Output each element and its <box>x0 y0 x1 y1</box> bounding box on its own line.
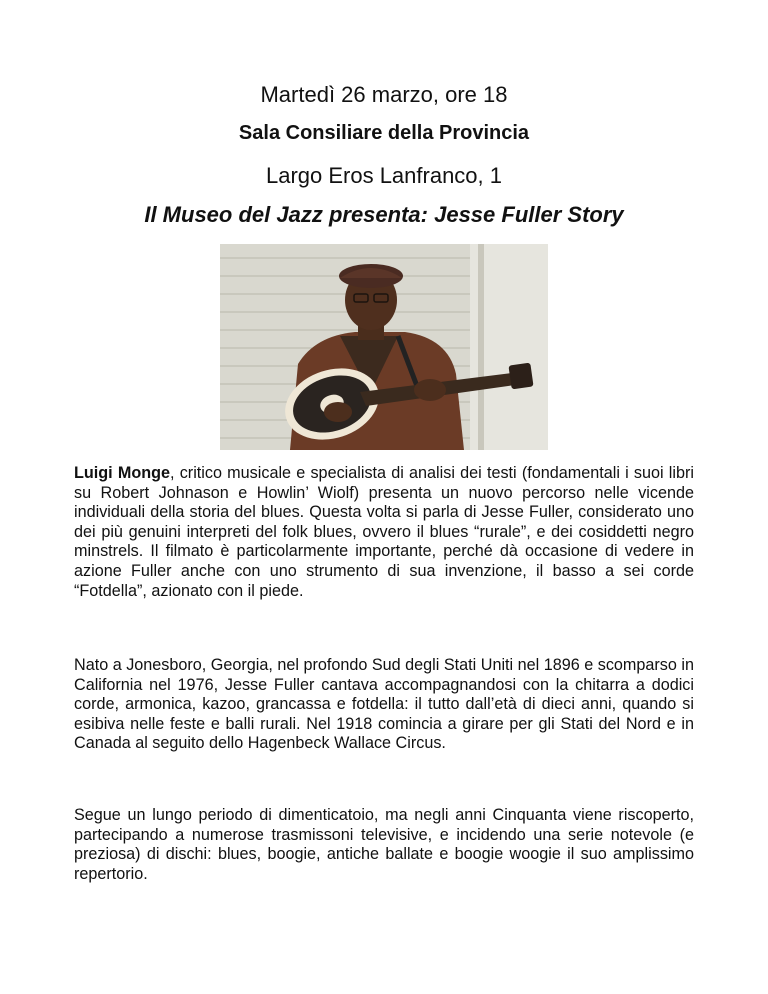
paragraph-biography: Nato a Jonesboro, Georgia, nel profondo Sud degli Stati Uniti nel 1896 e scomparso in California nel 1976, Jesse Fuller cantava accompagnandosi con la chitarra a dodici corde, armonica, kazoo, grancassa e fotdella: il tutto dall’età di dieci anni, quando si esibiva nelle feste e balli rurali. Nel 1918 comincia a girare per gli Stati del Nord e in Canada al seguito dello Hagenbeck Wallace Circus. <box>74 656 695 753</box>
event-venue: Sala Consiliare della Provincia <box>238 122 530 144</box>
paragraph-rediscovery: Segue un lungo periodo di dimenticatoio, ma negli anni Cinquanta viene riscoperto, partecipando a numerose trasmissoni televisive, e incidendo una serie notevole (e preziosa) di dischi: blues, boogie, antiche ballate e boogie woogie il suo amplissimo repertorio. <box>74 806 694 883</box>
event-address: Largo Eros Lanfranco, 1 <box>265 163 503 188</box>
event-date: Martedì 26 marzo, ore 18 <box>260 82 508 107</box>
paragraph-intro-text: , critico musicale e specialista di analisi dei testi (fondamentali i suoi libri su Robert Johnason e Howlin’ Wiolf) presenta un nuovo percorso nelle vicende individuali della storia del blues. Questa volta si parla di Jesse Fuller, considerato uno dei più genuini interpreti del folk blues, ovvero il blues “rurale”, e dei cosiddetti negro minstrels. Il filmato è particolarmente importante, perché dà occasione di vedere in azione Fuller anche con uno strumento di sua invenzione, il basso a sei corde “Fotdella”, azionato con il piede. <box>74 464 694 600</box>
event-title: Il Museo del Jazz presenta: Jesse Fuller Story <box>144 202 624 227</box>
jesse-fuller-photo <box>220 244 548 450</box>
speaker-name: Luigi Monge <box>74 464 171 482</box>
paragraph-intro <box>74 464 694 601</box>
